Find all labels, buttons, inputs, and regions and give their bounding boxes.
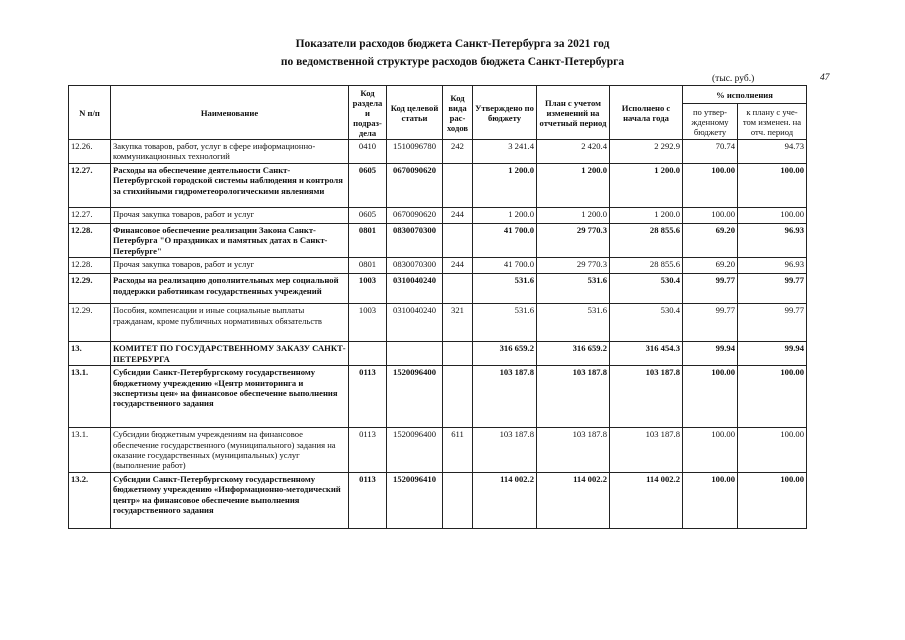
- row-name: КОМИТЕТ ПО ГОСУДАРСТВЕННОМУ ЗАКАЗУ САНКТ-ПЕТЕРБУРГА: [111, 342, 349, 366]
- row-number: 12.29.: [69, 274, 111, 304]
- row-percent-plan: 99.77: [738, 274, 807, 304]
- row-percent-approved: 100.00: [683, 472, 738, 528]
- table-row: [69, 258, 807, 274]
- header-target-code: Код целевой статьи: [387, 86, 443, 140]
- header-percent-plan: к плану с уче-том изменен. на отч. период: [738, 104, 807, 140]
- table-row: [69, 342, 807, 366]
- row-target-code: [387, 342, 443, 366]
- header-percent-group: % исполнения: [683, 86, 807, 104]
- row-type-code: 611: [443, 428, 473, 473]
- row-number: 12.27.: [69, 164, 111, 208]
- row-target-code: 0310040240: [387, 274, 443, 304]
- row-approved: 103 187.8: [473, 428, 537, 473]
- row-percent-plan: 99.94: [738, 342, 807, 366]
- row-plan: 1 200.0: [537, 208, 610, 224]
- row-percent-plan: 96.93: [738, 224, 807, 258]
- units-label: (тыс. руб.): [712, 74, 755, 84]
- table-row: [69, 224, 807, 258]
- row-name: Закупка товаров, работ, услуг в сфере информационно-коммуникационных технологий: [111, 140, 349, 164]
- header-section-code: Код раздела и подраз-дела: [349, 86, 387, 140]
- row-percent-plan: 100.00: [738, 428, 807, 473]
- row-percent-approved: 100.00: [683, 164, 738, 208]
- row-name: Расходы на реализацию дополнительных мер социальной поддержки работникам государственных учреждений: [111, 274, 349, 304]
- row-approved: 531.6: [473, 304, 537, 342]
- row-number: 12.28.: [69, 224, 111, 258]
- row-name: Прочая закупка товаров, работ и услуг: [111, 208, 349, 224]
- table-row: [69, 208, 807, 224]
- header-approved: Утверждено по бюджету: [473, 86, 537, 140]
- row-target-code: 1510096780: [387, 140, 443, 164]
- page-number: 47: [820, 73, 830, 83]
- row-name: Субсидии Санкт-Петербургскому государственному бюджетному учреждению «Информационно-методический центр» на финансовое обеспечение выполнения государственного задания: [111, 472, 349, 528]
- row-section-code: 0605: [349, 208, 387, 224]
- row-executed: 2 292.9: [610, 140, 683, 164]
- row-type-code: 244: [443, 208, 473, 224]
- row-plan: 114 002.2: [537, 472, 610, 528]
- row-number: 12.26.: [69, 140, 111, 164]
- row-plan: 1 200.0: [537, 164, 610, 208]
- table-row: [69, 140, 807, 164]
- row-executed: 1 200.0: [610, 208, 683, 224]
- report-title: Показатели расходов бюджета Санкт-Петербурга за 2021 год: [295, 38, 610, 50]
- row-section-code: 0801: [349, 258, 387, 274]
- row-name: Расходы на обеспечение деятельности Санкт-Петербургской городской системы наблюдения и контроля за стихийными гидрометеорологическими явлениями: [111, 164, 349, 208]
- row-number: 12.28.: [69, 258, 111, 274]
- report-subtitle: по ведомственной структуре расходов бюджета Санкт-Петербурга: [280, 56, 625, 68]
- row-percent-approved: 100.00: [683, 428, 738, 473]
- row-percent-plan: 94.73: [738, 140, 807, 164]
- row-type-code: 242: [443, 140, 473, 164]
- row-plan: 531.6: [537, 274, 610, 304]
- row-percent-approved: 70.74: [683, 140, 738, 164]
- table-row: [69, 428, 807, 473]
- row-executed: 530.4: [610, 304, 683, 342]
- row-section-code: 0410: [349, 140, 387, 164]
- row-approved: 1 200.0: [473, 164, 537, 208]
- row-section-code: 1003: [349, 274, 387, 304]
- row-plan: 531.6: [537, 304, 610, 342]
- row-percent-plan: 99.77: [738, 304, 807, 342]
- row-executed: 28 855.6: [610, 258, 683, 274]
- row-number: 13.1.: [69, 366, 111, 428]
- row-percent-plan: 100.00: [738, 208, 807, 224]
- row-name: Субсидии бюджетным учреждениям на финансовое обеспечение государственного (муниципального) задания на оказание государственных (муниципальных) услуг (выполнение работ): [111, 428, 349, 473]
- row-executed: 114 002.2: [610, 472, 683, 528]
- row-type-code: [443, 342, 473, 366]
- table-row: [69, 274, 807, 304]
- row-percent-approved: 99.77: [683, 274, 738, 304]
- row-name: Субсидии Санкт-Петербургскому государственному бюджетному учреждению «Центр мониторинга и экспертизы цен» на финансовое обеспечение выполнения государственного задания: [111, 366, 349, 428]
- header-type-code: Код вида рас-ходов: [443, 86, 473, 140]
- table-row: [69, 366, 807, 428]
- row-target-code: 0670090620: [387, 164, 443, 208]
- row-target-code: 0670090620: [387, 208, 443, 224]
- row-section-code: 1003: [349, 304, 387, 342]
- row-executed: 28 855.6: [610, 224, 683, 258]
- header-name: Наименование: [111, 86, 349, 140]
- row-section-code: 0113: [349, 472, 387, 528]
- row-type-code: [443, 366, 473, 428]
- header-executed: Исполнено с начала года: [610, 86, 683, 140]
- row-section-code: 0801: [349, 224, 387, 258]
- row-plan: 103 187.8: [537, 366, 610, 428]
- header-percent-approved: по утвер-жденному бюджету: [683, 104, 738, 140]
- row-plan: 103 187.8: [537, 428, 610, 473]
- row-plan: 29 770.3: [537, 224, 610, 258]
- row-approved: 41 700.0: [473, 258, 537, 274]
- row-percent-approved: 100.00: [683, 366, 738, 428]
- row-section-code: 0605: [349, 164, 387, 208]
- row-approved: 103 187.8: [473, 366, 537, 428]
- row-approved: 531.6: [473, 274, 537, 304]
- row-type-code: [443, 164, 473, 208]
- header-num: N п/п: [69, 86, 111, 140]
- row-section-code: 0113: [349, 428, 387, 473]
- table-body: [69, 140, 807, 529]
- row-section-code: [349, 342, 387, 366]
- row-type-code: [443, 224, 473, 258]
- row-approved: 114 002.2: [473, 472, 537, 528]
- row-number: 13.1.: [69, 428, 111, 473]
- row-percent-plan: 96.93: [738, 258, 807, 274]
- row-plan: 29 770.3: [537, 258, 610, 274]
- row-target-code: 1520096400: [387, 428, 443, 473]
- row-name: Финансовое обеспечение реализации Закона Санкт-Петербурга "О праздниках и памятных датах в Санкт-Петербурге": [111, 224, 349, 258]
- row-plan: 2 420.4: [537, 140, 610, 164]
- table-row: [69, 304, 807, 342]
- row-number: 13.2.: [69, 472, 111, 528]
- row-percent-approved: 69.20: [683, 224, 738, 258]
- budget-table: [68, 85, 807, 529]
- row-number: 13.: [69, 342, 111, 366]
- row-name: Пособия, компенсации и иные социальные выплаты гражданам, кроме публичных нормативных обязательств: [111, 304, 349, 342]
- row-executed: 316 454.3: [610, 342, 683, 366]
- row-type-code: 321: [443, 304, 473, 342]
- row-section-code: 0113: [349, 366, 387, 428]
- row-percent-approved: 99.77: [683, 304, 738, 342]
- row-percent-plan: 100.00: [738, 472, 807, 528]
- table-row: [69, 164, 807, 208]
- row-percent-plan: 100.00: [738, 164, 807, 208]
- row-target-code: 0830070300: [387, 224, 443, 258]
- row-target-code: 1520096410: [387, 472, 443, 528]
- row-executed: 1 200.0: [610, 164, 683, 208]
- row-approved: 3 241.4: [473, 140, 537, 164]
- row-approved: 316 659.2: [473, 342, 537, 366]
- header-plan: План с учетом изменений на отчетный период: [537, 86, 610, 140]
- row-plan: 316 659.2: [537, 342, 610, 366]
- row-executed: 103 187.8: [610, 428, 683, 473]
- row-percent-approved: 69.20: [683, 258, 738, 274]
- row-approved: 41 700.0: [473, 224, 537, 258]
- row-percent-plan: 100.00: [738, 366, 807, 428]
- row-executed: 530.4: [610, 274, 683, 304]
- row-type-code: 244: [443, 258, 473, 274]
- row-target-code: 1520096400: [387, 366, 443, 428]
- row-name: Прочая закупка товаров, работ и услуг: [111, 258, 349, 274]
- row-number: 12.27.: [69, 208, 111, 224]
- row-type-code: [443, 274, 473, 304]
- row-type-code: [443, 472, 473, 528]
- row-percent-approved: 100.00: [683, 208, 738, 224]
- row-target-code: 0830070300: [387, 258, 443, 274]
- row-target-code: 0310040240: [387, 304, 443, 342]
- row-executed: 103 187.8: [610, 366, 683, 428]
- row-approved: 1 200.0: [473, 208, 537, 224]
- table-row: [69, 472, 807, 528]
- row-number: 12.29.: [69, 304, 111, 342]
- row-percent-approved: 99.94: [683, 342, 738, 366]
